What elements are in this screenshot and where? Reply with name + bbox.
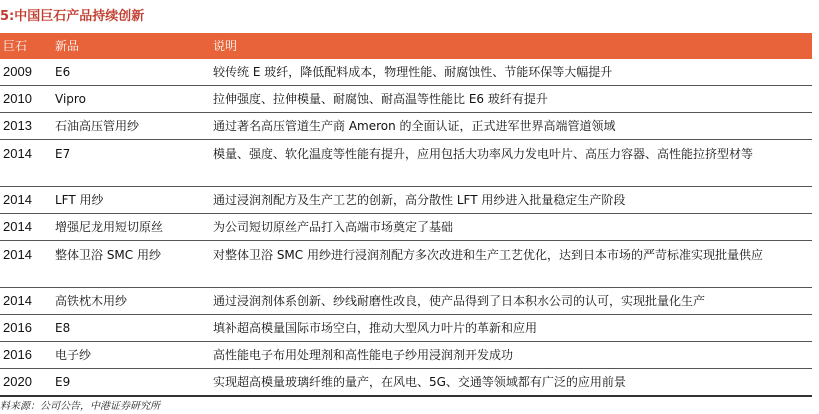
row-product: E9 [55,375,71,389]
row-description: 高性能电子布用处理剂和高性能电子纱用浸润剂开发成功 [213,348,514,362]
table-row [0,59,812,86]
table-row [0,315,812,342]
row-description: 对整体卫浴 SMC 用纱进行浸润剂配方多次改进和生产工艺优化，达到日本市场的严苛标准实现批量供应 [213,248,763,262]
row-product: Vipro [55,92,86,106]
source-note: 料来源：公司公告，中港证券研究所 [0,401,160,412]
table-row [0,214,812,241]
row-year: 2014 [3,219,32,234]
row-description: 模量、强度、软化温度等性能有提升，应用包括大功率风力发电叶片、高压力容器、高性能拉挤型材等 [213,147,754,161]
header-year: 巨石 [3,39,28,53]
row-product: LFT 用纱 [55,193,104,207]
row-year: 2009 [3,64,32,79]
row-product: E8 [55,321,71,335]
row-description: 实现超高模量玻璃纤维的量产，在风电、5G、交通等领域都有广泛的应用前景 [213,375,626,389]
header-description: 说明 [213,39,238,53]
row-description: 为公司短切原丝产品打入高端市场奠定了基础 [213,220,454,234]
row-year: 2016 [3,347,32,362]
row-description: 拉伸强度、拉伸模量、耐腐蚀、耐高温等性能比 E6 玻纤有提升 [213,92,548,106]
row-description: 通过著名高压管道生产商 Ameron 的全面认证，正式进军世界高端管道领域 [213,119,616,133]
table-row [0,86,812,113]
table-row [0,342,812,369]
table-row [0,369,812,397]
header-product: 新品 [55,39,80,53]
product-table [0,33,812,397]
row-product: E7 [55,147,71,161]
row-year: 2014 [3,293,32,308]
row-year: 2014 [3,192,32,207]
row-year: 2016 [3,320,32,335]
table-row [0,241,812,288]
table-title: 5:中国巨石产品持续创新 [0,9,145,24]
table-row [0,288,812,315]
row-year: 2020 [3,374,32,389]
table-row [0,187,812,214]
row-product: 电子纱 [55,348,92,362]
table-row [0,140,812,187]
row-description: 通过浸润剂体系创新、纱线耐磨性改良，使产品得到了日本积水公司的认可，实现批量化生产 [213,294,706,308]
row-product: 石油高压管用纱 [55,119,140,133]
table-row [0,113,812,140]
row-year: 2010 [3,91,32,106]
row-year: 2014 [3,146,32,161]
row-product: E6 [55,65,71,79]
row-product: 增强尼龙用短切原丝 [55,220,164,234]
row-year: 2014 [3,247,32,262]
row-description: 通过浸润剂配方及生产工艺的创新，高分散性 LFT 用纱进入批量稳定生产阶段 [213,193,626,207]
row-product: 高铁枕木用纱 [55,294,128,308]
row-description: 填补超高模量国际市场空白，推动大型风力叶片的革新和应用 [213,321,538,335]
table-header [0,33,812,59]
row-description: 较传统 E 玻纤，降低配料成本，物理性能、耐腐蚀性、节能环保等大幅提升 [213,65,613,79]
row-product: 整体卫浴 SMC 用纱 [55,248,161,262]
row-year: 2013 [3,118,32,133]
